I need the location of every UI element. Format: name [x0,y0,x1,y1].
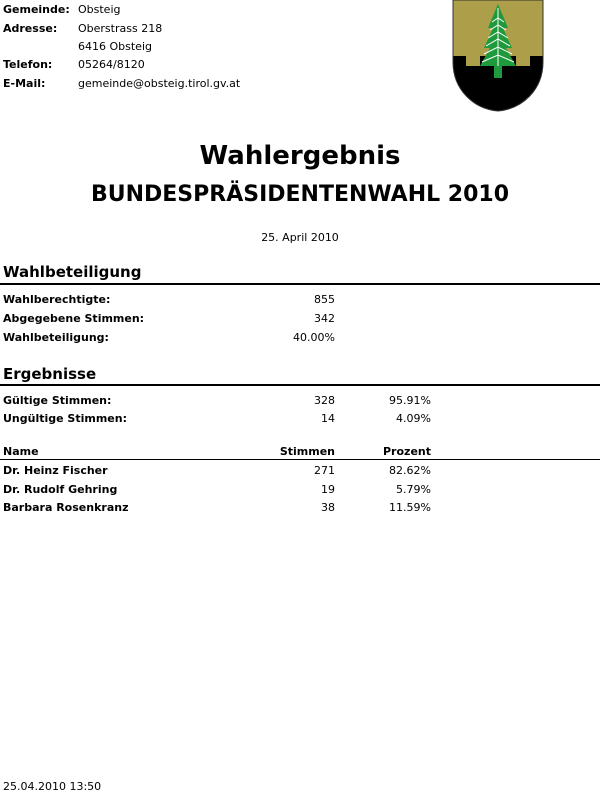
turnout-heading: Wahlbeteiligung [3,263,142,281]
candidate-votes: 38 [321,501,335,514]
email-value: gemeinde@obsteig.tirol.gv.at [78,77,241,90]
candidate-votes: 19 [321,483,335,496]
adresse-value: Oberstrass 218 [78,22,163,35]
gemeinde-label: Gemeinde: [3,3,70,16]
turnout-value: 40.00% [293,331,335,344]
postal-city-value: 6416 Obsteig [78,40,152,53]
page-title: Wahlergebnis [199,141,401,171]
column-header-votes: Stimmen [279,445,335,458]
election-date: 25. April 2010 [261,231,339,244]
column-header-percent: Prozent [383,445,431,458]
cast-value: 342 [314,312,335,325]
email-label: E-Mail: [3,77,46,90]
valid-votes-label: Gültige Stimmen: [3,394,112,407]
results-divider [0,384,600,386]
eligible-label: Wahlberechtigte: [3,293,111,306]
telefon-label: Telefon: [3,58,53,71]
table-header-divider [0,459,600,460]
candidate-percent: 82.62% [389,464,431,477]
valid-votes-count: 328 [314,394,335,407]
candidate-name: Dr. Heinz Fischer [3,464,108,477]
gemeinde-value: Obsteig [78,3,121,16]
telefon-value: 05264/8120 [78,58,145,71]
candidate-votes: 271 [314,464,335,477]
column-header-name: Name [3,445,39,458]
invalid-votes-label: Ungültige Stimmen: [3,412,127,425]
cast-label: Abgegebene Stimmen: [3,312,145,325]
candidate-name: Dr. Rudolf Gehring [3,483,118,496]
page-subtitle: BUNDESPRÄSIDENTENWAHL 2010 [90,182,510,207]
coat-of-arms-icon [452,0,544,112]
adresse-label: Adresse: [3,22,58,35]
invalid-votes-count: 14 [321,412,335,425]
invalid-votes-percent: 4.09% [396,412,431,425]
footer-timestamp: 25.04.2010 13:50 [3,780,102,793]
eligible-value: 855 [314,293,335,306]
valid-votes-percent: 95.91% [389,394,431,407]
candidate-name: Barbara Rosenkranz [3,501,129,514]
turnout-divider [0,283,600,285]
turnout-label: Wahlbeteiligung: [3,331,109,344]
results-heading: Ergebnisse [3,365,97,383]
candidate-percent: 11.59% [389,501,431,514]
candidate-percent: 5.79% [396,483,431,496]
